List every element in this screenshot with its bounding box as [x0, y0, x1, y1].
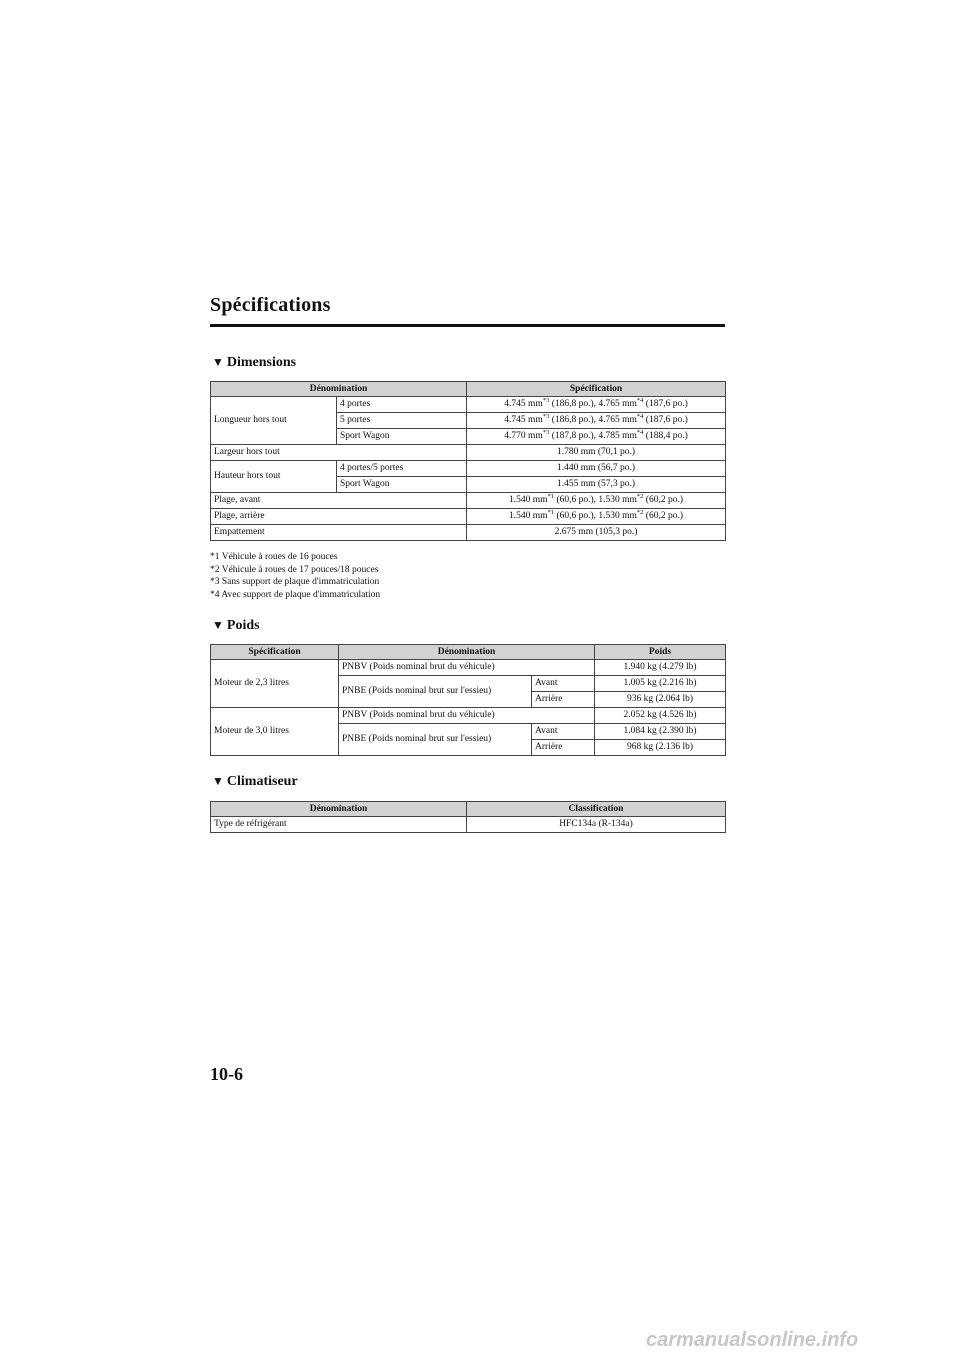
pnbv-label: PNBV (Poids nominal brut du véhicule)	[339, 660, 595, 676]
row-label-refrigerant: Type de réfrigérant	[211, 817, 467, 833]
value-cell: 1.005 kg (2.216 lb)	[595, 676, 726, 692]
header-denomination: Dénomination	[211, 382, 467, 397]
value-cell: 2.675 mm (105,3 po.)	[467, 525, 726, 541]
value-cell: 1.084 kg (2.390 lb)	[595, 724, 726, 740]
value-cell: 4.770 $mm^{*3}$ (187,8 po.), 4.785 $mm^{*4}$ (188,4 po.)	[467, 429, 726, 445]
chapter-rule	[210, 324, 725, 327]
table-row	[211, 397, 726, 413]
page-number: 10-6	[210, 1064, 243, 1084]
section-title-dimensions: Dimensions	[226, 355, 297, 370]
climatiseur-table	[210, 801, 726, 833]
header-specification: Spécification	[211, 645, 339, 660]
value-cell: 1.455 mm (57,3 po.)	[467, 477, 726, 493]
header-denomination: Dénomination	[211, 802, 467, 817]
section-title-poids: Poids	[226, 618, 260, 633]
value-cell: 936 kg (2.064 lb)	[595, 692, 726, 708]
value-cell: 1.780 mm (70,1 po.)	[467, 445, 726, 461]
value-cell: 1.940 kg (4.279 lb)	[595, 660, 726, 676]
row-label-longueur: Longueur hors tout	[211, 397, 337, 445]
sub-label: 4 portes	[337, 397, 467, 413]
sub-label: 4 portes/5 portes	[337, 461, 467, 477]
section-title-climatiseur: Climatiseur	[226, 774, 298, 789]
footnote: *1 Véhicule à roues de 16 pouces	[210, 552, 338, 562]
triangle-down-icon: ▼	[212, 355, 224, 369]
value-cell: 1.440 mm (56,7 po.)	[467, 461, 726, 477]
header-denomination: Dénomination	[339, 645, 595, 660]
footnote: *3 Sans support de plaque d'immatriculation	[210, 577, 380, 587]
row-label-plage-avant: Plage, avant	[211, 493, 467, 509]
row-label-largeur: Largeur hors tout	[211, 445, 467, 461]
table-header-row	[211, 645, 726, 660]
header-poids: Poids	[595, 645, 726, 660]
pnbv-label: PNBV (Poids nominal brut du véhicule)	[339, 708, 595, 724]
table-row	[211, 817, 726, 833]
value-cell: 968 kg (2.136 lb)	[595, 740, 726, 756]
axle-label: Avant	[532, 724, 595, 740]
table-row	[211, 660, 726, 676]
sub-label: 5 portes	[337, 413, 467, 429]
axle-label: Arrière	[532, 692, 595, 708]
section-climatiseur	[212, 774, 298, 790]
engine-label: Moteur de 3,0 litres	[211, 708, 339, 756]
header-specification: Spécification	[467, 382, 726, 397]
row-label-plage-arriere: Plage, arrière	[211, 509, 467, 525]
axle-label: Avant	[532, 676, 595, 692]
value-cell: HFC134a (R-134a)	[467, 817, 726, 833]
footnote: *4 Avec support de plaque d'immatriculation	[210, 589, 381, 600]
table-header-row	[211, 802, 726, 817]
dimensions-table	[210, 381, 726, 541]
triangle-down-icon: ▼	[212, 618, 224, 632]
header-classification: Classification	[467, 802, 726, 817]
chapter-title: Spécifications	[210, 294, 331, 316]
table-row	[211, 461, 726, 477]
value-cell: 4.745 $mm^{*3}$ (186,8 po.), 4.765 $mm^{*4}$ (187,6 po.)	[467, 397, 726, 413]
value-cell: 1.540 $mm^{*1}$ (60,6 po.), 1.530 $mm^{*2}$ (60,2 po.)	[467, 509, 726, 525]
table-row	[211, 708, 726, 724]
table-row	[211, 445, 726, 461]
table-row	[211, 509, 726, 525]
sub-label: Sport Wagon	[337, 429, 467, 445]
value-cell: 4.745 $mm^{*3}$ (186,8 po.), 4.765 $mm^{*4}$ (187,6 po.)	[467, 413, 726, 429]
sub-label: Sport Wagon	[337, 477, 467, 493]
footnotes	[210, 551, 380, 601]
value-cell: 2.052 kg (4.526 lb)	[595, 708, 726, 724]
row-label-empattement: Empattement	[211, 525, 467, 541]
value-cell: 1.540 $mm^{*1}$ (60,6 po.), 1.530 $mm^{*2}$ (60,2 po.)	[467, 493, 726, 509]
pnbe-label: PNBE (Poids nominal brut sur l'essieu)	[339, 676, 532, 708]
table-row	[211, 525, 726, 541]
axle-label: Arrière	[532, 740, 595, 756]
triangle-down-icon: ▼	[212, 774, 224, 788]
watermark: carmanualsonline.info	[646, 1329, 859, 1351]
pnbe-label: PNBE (Poids nominal brut sur l'essieu)	[339, 724, 532, 756]
engine-label: Moteur de 2,3 litres	[211, 660, 339, 708]
poids-table	[210, 644, 726, 756]
table-header-row	[211, 382, 726, 397]
section-poids	[212, 618, 260, 634]
row-label-hauteur: Hauteur hors tout	[211, 461, 337, 493]
table-row	[211, 493, 726, 509]
footnote: *2 Véhicule à roues de 17 pouces/18 pouces	[210, 564, 379, 575]
section-dimensions	[212, 355, 296, 371]
